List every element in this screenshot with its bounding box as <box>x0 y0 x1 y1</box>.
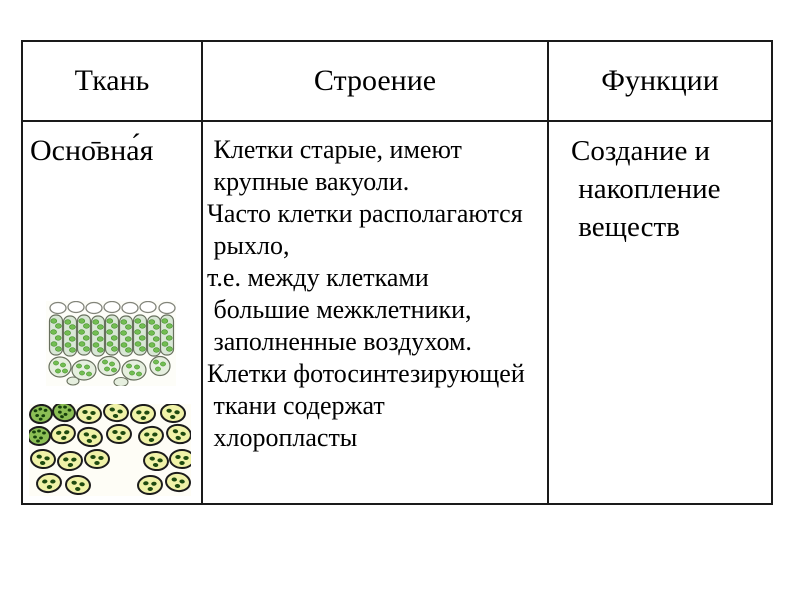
structure-line: хлоропласты <box>207 423 358 452</box>
functions-line: накопление <box>571 173 721 205</box>
structure-line: рыхло, <box>207 231 290 260</box>
header-cell-tissue <box>23 42 203 122</box>
spongy-tissue-image <box>29 404 191 496</box>
tissue-table <box>21 40 773 505</box>
header-label-functions: Функции <box>601 64 719 97</box>
structure-line: ткани содержат <box>207 391 385 420</box>
structure-line: Клетки старые, имеют <box>207 135 462 164</box>
structure-line: Клетки фотосинтезирующей <box>207 359 525 388</box>
functions-line: Создание и <box>571 135 711 167</box>
header-cell-functions <box>549 42 771 122</box>
palisade-tissue-image <box>46 301 176 386</box>
header-label-tissue: Ткань <box>74 64 150 97</box>
tissue-name: Осно̄вна́я <box>30 134 154 167</box>
functions-text <box>549 122 771 246</box>
structure-line: большие межклетники, <box>207 295 472 324</box>
structure-text <box>203 122 547 454</box>
header-label-structure: Строение <box>313 64 437 97</box>
body-cell-structure <box>203 122 549 503</box>
body-cell-functions <box>549 122 771 503</box>
structure-line: крупные вакуоли. <box>207 167 410 196</box>
header-cell-structure <box>203 42 549 122</box>
structure-line: заполненные воздухом. <box>207 327 472 356</box>
structure-line: Часто клетки располагаются <box>207 199 523 228</box>
structure-line: т.е. между клетками <box>207 263 429 292</box>
body-cell-tissue <box>23 122 203 503</box>
functions-line: веществ <box>571 211 680 243</box>
